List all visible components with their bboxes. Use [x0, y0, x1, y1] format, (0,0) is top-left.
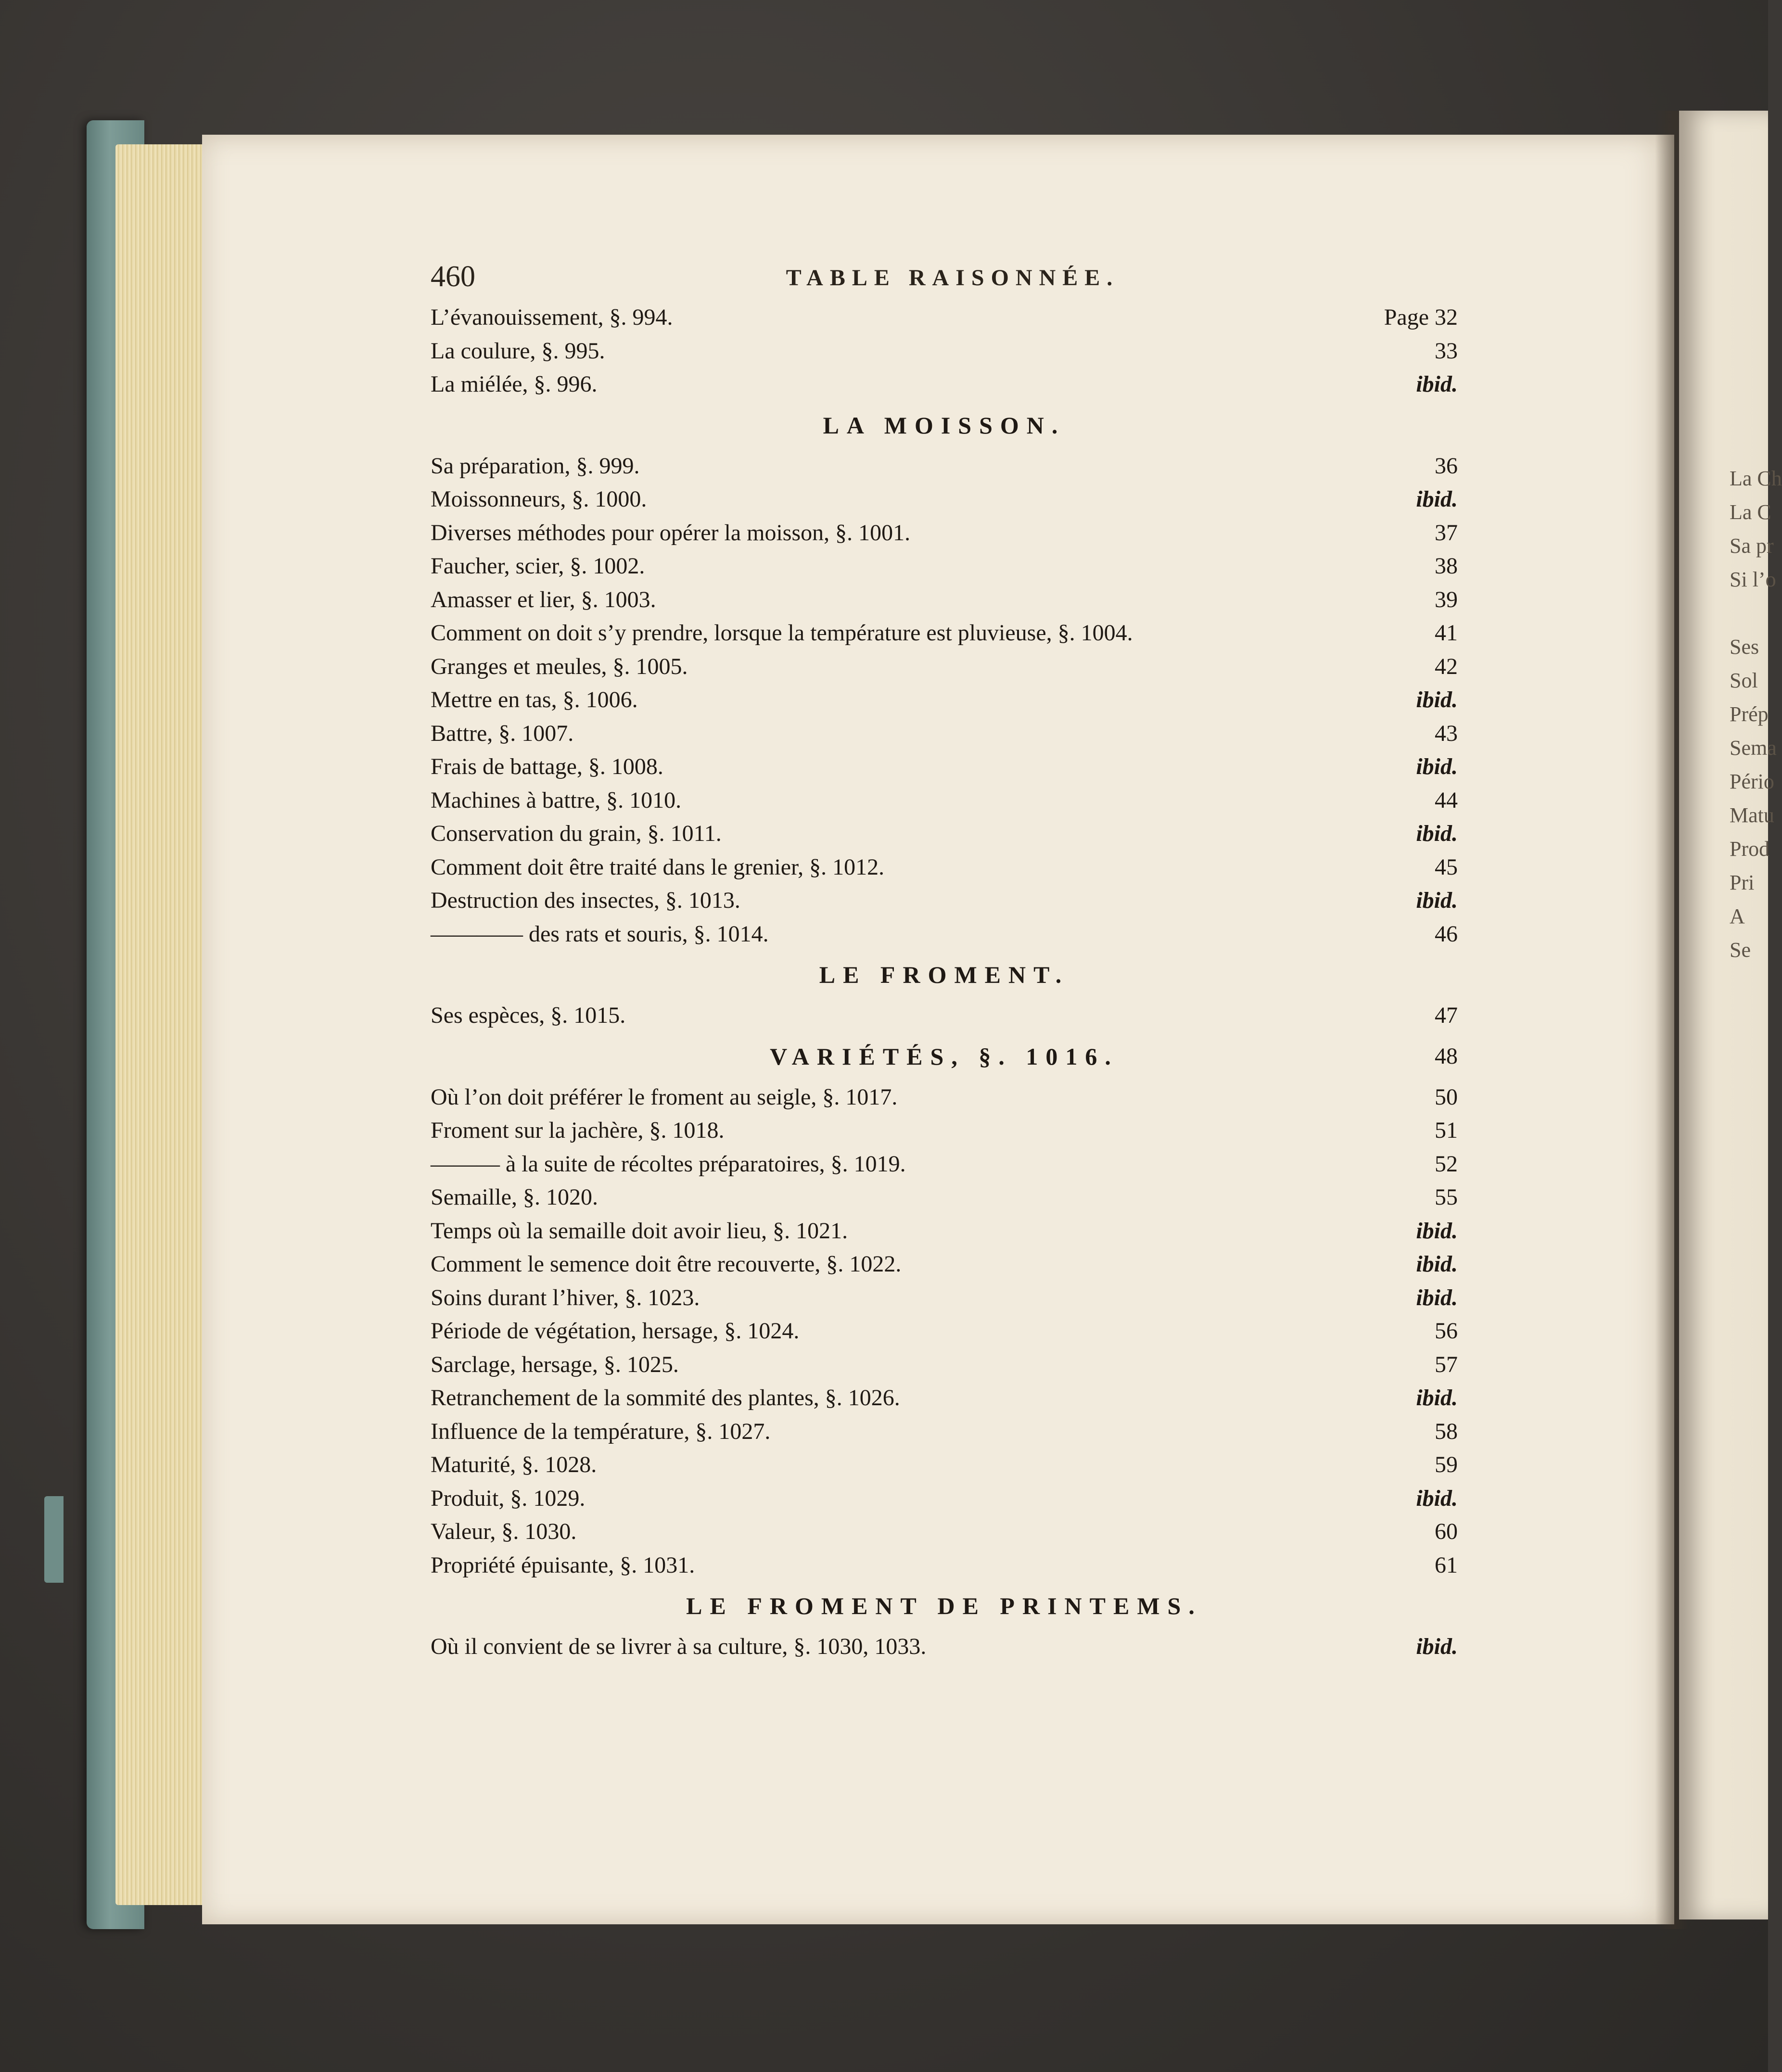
toc-entry-text: Conservation du grain, §. 1011.: [431, 821, 722, 846]
facing-page-fragment: Prép: [1730, 702, 1769, 726]
toc-entry-page: 47: [1435, 1003, 1458, 1028]
toc-entry-page: 36: [1435, 453, 1458, 479]
section-heading-text: VARIÉTÉS, §. 1016.: [770, 1042, 1119, 1070]
toc-entry-page: 51: [1435, 1118, 1458, 1143]
toc-entry-text: Froment sur la jachère, §. 1018.: [431, 1118, 725, 1143]
toc-entry: [431, 750, 1458, 784]
toc-entry-page: ibid.: [1416, 486, 1458, 512]
cover-tab: [44, 1496, 64, 1583]
toc-entry: [431, 717, 1458, 750]
toc-entry-page: 33: [1435, 338, 1458, 364]
toc-entry-page: ibid.: [1416, 1485, 1458, 1511]
toc-entry-page: 45: [1435, 854, 1458, 880]
facing-page-fragment: Sa pr: [1730, 534, 1774, 558]
toc-entry-text: Sa préparation, §. 999.: [431, 453, 640, 479]
toc-entry-text: Où l’on doit préférer le froment au seigle, §. 1017.: [431, 1084, 898, 1110]
toc-entry-text: Moissonneurs, §. 1000.: [431, 486, 647, 512]
toc-entry-text: Influence de la température, §. 1027.: [431, 1418, 771, 1444]
facing-page-fragment: Se: [1730, 938, 1751, 962]
toc-entry-text: Semaille, §. 1020.: [431, 1184, 598, 1210]
toc-entry-text: Retranchement de la sommité des plantes, §. 1026.: [431, 1385, 900, 1411]
facing-page-fragment: Sol: [1730, 669, 1758, 692]
section-heading-page: 48: [1435, 1043, 1458, 1069]
toc-entry: [431, 583, 1458, 617]
toc-entry-page: 38: [1435, 553, 1458, 579]
toc-entry: [431, 1482, 1458, 1515]
toc-entry: [431, 1147, 1458, 1181]
toc-entry-text: Période de végétation, hersage, §. 1024.: [431, 1318, 800, 1344]
toc-entry-text: Comment le semence doit être recouverte, §. 1022.: [431, 1251, 902, 1277]
toc-entry-page: ibid.: [1416, 1385, 1458, 1411]
running-title: TABLE RAISONNÉE.: [786, 265, 1120, 291]
facing-page-fragment: Prod: [1730, 837, 1770, 861]
toc-entry-page: 43: [1435, 720, 1458, 746]
toc-entry: [431, 616, 1458, 650]
toc-entry-text: Battre, §. 1007.: [431, 720, 574, 746]
toc-entry: [431, 683, 1458, 717]
toc-entry-text: Comment on doit s’y prendre, lorsque la température est pluvieuse, §. 1004.: [431, 620, 1133, 646]
toc-entry-page: 42: [1435, 653, 1458, 679]
facing-page-fragment: Ses: [1730, 635, 1759, 659]
facing-page-fragment: Si l’o: [1730, 568, 1776, 591]
toc-entry-text: Diverses méthodes pour opérer la moisson, §. 1001.: [431, 520, 911, 546]
toc-entry: [431, 650, 1458, 684]
toc-entry-page: 44: [1435, 787, 1458, 813]
toc-entry: [431, 334, 1458, 368]
toc-entry-text: Ses espèces, §. 1015.: [431, 1003, 626, 1028]
facing-page-fragment: [1730, 597, 1768, 630]
section-heading: [431, 1582, 1458, 1630]
facing-page-fragment: Pri: [1730, 871, 1755, 894]
toc-entry-text: Sarclage, hersage, §. 1025.: [431, 1351, 679, 1377]
facing-page-fragment: La Ch: [1730, 467, 1782, 490]
toc-entry: [431, 999, 1458, 1032]
toc-entry: [431, 549, 1458, 583]
toc-entry: [431, 884, 1458, 917]
toc-entry-text: Machines à battre, §. 1010.: [431, 787, 682, 813]
toc-entry-text: Faucher, scier, §. 1002.: [431, 553, 645, 579]
toc-entry: [431, 301, 1458, 334]
toc-entry-page: 39: [1435, 586, 1458, 612]
toc-entry: [431, 516, 1458, 550]
facing-page: [1679, 111, 1782, 1919]
toc-entry-page: ibid.: [1416, 1218, 1458, 1244]
section-heading: [431, 951, 1458, 999]
toc-entry-text: Comment doit être traité dans le grenier, §. 1012.: [431, 854, 885, 880]
toc-entry-page: 58: [1435, 1418, 1458, 1444]
facing-page-fragment: Pério: [1730, 770, 1774, 793]
toc-entry: [431, 851, 1458, 884]
toc-entry-page: 50: [1435, 1084, 1458, 1110]
toc-entry-page: ibid.: [1416, 821, 1458, 846]
toc-entry-text: Valeur, §. 1030.: [431, 1519, 577, 1544]
toc-entry-page: 52: [1435, 1151, 1458, 1177]
toc-entry: [431, 1448, 1458, 1482]
toc-entry-page: ibid.: [1416, 1634, 1458, 1659]
facing-page-fragment: A: [1730, 904, 1745, 928]
section-heading-text: LE FROMENT DE PRINTEMS.: [686, 1592, 1202, 1619]
toc-entry-text: Granges et meules, §. 1005.: [431, 653, 688, 679]
toc-entry: [431, 817, 1458, 851]
toc-entry-page: 41: [1435, 620, 1458, 646]
toc-entry-page: 55: [1435, 1184, 1458, 1210]
toc-entry-text: La miélée, §. 996.: [431, 371, 598, 397]
toc-entry-page: 56: [1435, 1318, 1458, 1344]
toc-entry-page: 59: [1435, 1452, 1458, 1477]
toc-entry-page: ibid.: [1416, 687, 1458, 712]
page-number: 460: [431, 260, 475, 293]
toc-entry: [431, 784, 1458, 817]
toc-entry-text: ———— des rats et souris, §. 1014.: [431, 921, 769, 947]
toc-entry-text: Produit, §. 1029.: [431, 1485, 586, 1511]
toc-entry: [431, 1214, 1458, 1248]
toc-entry: [431, 368, 1458, 401]
toc-entry-text: Mettre en tas, §. 1006.: [431, 687, 638, 712]
toc-entry-text: Frais de battage, §. 1008.: [431, 754, 663, 779]
toc-entry: [431, 1080, 1458, 1114]
toc-entry-text: Destruction des insectes, §. 1013.: [431, 888, 740, 913]
toc-entry: [431, 1181, 1458, 1214]
toc-entry: [431, 917, 1458, 951]
page-edges: [115, 144, 212, 1905]
toc-entry-page: 37: [1435, 520, 1458, 546]
toc-entry-text: Amasser et lier, §. 1003.: [431, 586, 656, 612]
toc-entry: [431, 1415, 1458, 1449]
toc-entry: [431, 483, 1458, 516]
toc-entry-page: ibid.: [1416, 1284, 1458, 1310]
toc-entry: [431, 1515, 1458, 1549]
toc-entry: [431, 1247, 1458, 1281]
toc-entry: [431, 1281, 1458, 1315]
toc-entry-page: ibid.: [1416, 754, 1458, 779]
toc-entry-page: ibid.: [1416, 1251, 1458, 1277]
toc-entry-page: 60: [1435, 1519, 1458, 1544]
section-heading: [431, 401, 1458, 449]
table-of-contents: [431, 301, 1458, 1664]
toc-entry: [431, 1348, 1458, 1382]
toc-entry: [431, 1549, 1458, 1582]
toc-entry-page: 61: [1435, 1552, 1458, 1578]
toc-entry: [431, 1314, 1458, 1348]
toc-entry-page: 57: [1435, 1351, 1458, 1377]
section-heading-text: LE FROMENT.: [819, 961, 1069, 988]
toc-entry-text: Propriété épuisante, §. 1031.: [431, 1552, 695, 1578]
toc-entry-page: 46: [1435, 921, 1458, 947]
toc-entry-text: Soins durant l’hiver, §. 1023.: [431, 1284, 700, 1310]
toc-entry-text: Temps où la semaille doit avoir lieu, §. 1021.: [431, 1218, 848, 1244]
facing-page-fragment: Matu: [1730, 803, 1774, 827]
section-heading-text: LA MOISSON.: [823, 411, 1066, 439]
section-heading: [431, 1032, 1458, 1080]
toc-entry-text: Où il convient de se livrer à sa culture, §. 1030, 1033.: [431, 1634, 927, 1659]
facing-page-text: [1730, 462, 1782, 967]
toc-entry-page: ibid.: [1416, 371, 1458, 397]
toc-entry: [431, 1114, 1458, 1147]
toc-entry-text: La coulure, §. 995.: [431, 338, 605, 364]
toc-entry-text: ——— à la suite de récoltes préparatoires, §. 1019.: [431, 1151, 906, 1177]
toc-entry-page: Page 32: [1384, 305, 1458, 330]
facing-page-fragment: Sema: [1730, 736, 1777, 760]
toc-entry: [431, 449, 1458, 483]
toc-entry: [431, 1630, 1458, 1664]
toc-entry-text: Maturité, §. 1028.: [431, 1452, 597, 1477]
toc-entry: [431, 1381, 1458, 1415]
toc-entry-text: L’évanouissement, §. 994.: [431, 305, 673, 330]
toc-entry-page: ibid.: [1416, 888, 1458, 913]
page-header: [431, 260, 1475, 298]
facing-page-fragment: La C: [1730, 500, 1771, 524]
